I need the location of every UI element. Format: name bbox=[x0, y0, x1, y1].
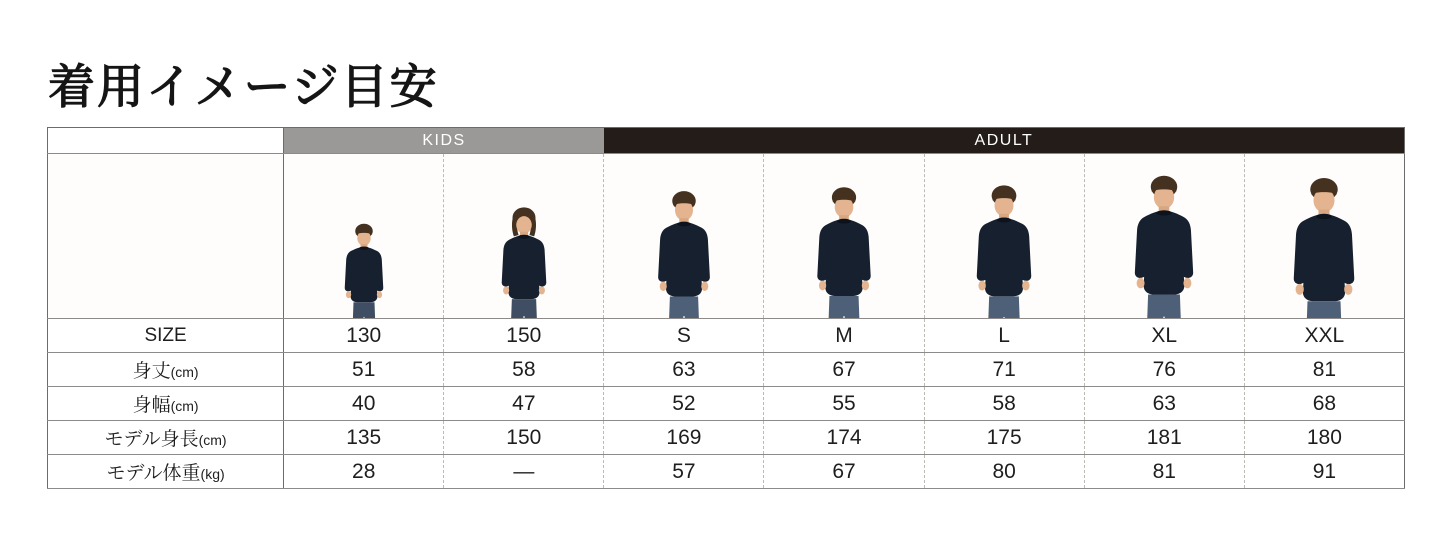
model-photo-s bbox=[604, 154, 764, 319]
body-width-150: 47 bbox=[444, 387, 604, 421]
size-row bbox=[48, 319, 1405, 353]
model-height-label: モデル身長(cm) bbox=[48, 421, 284, 455]
body-length-label: 身丈(cm) bbox=[48, 353, 284, 387]
model-weight-xl: 81 bbox=[1084, 455, 1244, 489]
page-title: 着用イメージ目安 bbox=[48, 60, 439, 114]
size-row-label: SIZE bbox=[48, 319, 284, 353]
group-header-row bbox=[48, 128, 1405, 154]
body-width-xl: 63 bbox=[1084, 387, 1244, 421]
body-width-m: 55 bbox=[764, 387, 924, 421]
size-130: 130 bbox=[284, 319, 444, 353]
body-width-l: 58 bbox=[924, 387, 1084, 421]
model-weight-130: 28 bbox=[284, 455, 444, 489]
size-xxl: XXL bbox=[1244, 319, 1404, 353]
size-150: 150 bbox=[444, 319, 604, 353]
size-s: S bbox=[604, 319, 764, 353]
size-xl: XL bbox=[1084, 319, 1244, 353]
model-height-l: 175 bbox=[924, 421, 1084, 455]
corner-cell bbox=[48, 128, 284, 154]
model-weight-150: — bbox=[444, 455, 604, 489]
model-weight-m: 67 bbox=[764, 455, 924, 489]
model-weight-s: 57 bbox=[604, 455, 764, 489]
model-height-xl: 181 bbox=[1084, 421, 1244, 455]
model-height-m: 174 bbox=[764, 421, 924, 455]
body-length-130: 51 bbox=[284, 353, 444, 387]
size-chart-table bbox=[47, 127, 1405, 489]
model-weight-l: 80 bbox=[924, 455, 1084, 489]
body-length-xl: 76 bbox=[1084, 353, 1244, 387]
model-height-xxl: 180 bbox=[1244, 421, 1404, 455]
body-length-s: 63 bbox=[604, 353, 764, 387]
model-photo-150 bbox=[444, 154, 604, 319]
model-weight-row bbox=[48, 455, 1405, 489]
model-photo-xxl bbox=[1244, 154, 1404, 319]
model-photo-row bbox=[48, 154, 1405, 319]
body-length-l: 71 bbox=[924, 353, 1084, 387]
model-weight-label: モデル体重(kg) bbox=[48, 455, 284, 489]
photo-row-label-cell bbox=[48, 154, 284, 319]
model-photo-xl bbox=[1084, 154, 1244, 319]
body-width-xxl: 68 bbox=[1244, 387, 1404, 421]
body-width-130: 40 bbox=[284, 387, 444, 421]
size-m: M bbox=[764, 319, 924, 353]
body-width-s: 52 bbox=[604, 387, 764, 421]
model-height-150: 150 bbox=[444, 421, 604, 455]
kids-group-header: KIDS bbox=[284, 128, 604, 154]
size-l: L bbox=[924, 319, 1084, 353]
model-height-130: 135 bbox=[284, 421, 444, 455]
body-length-xxl: 81 bbox=[1244, 353, 1404, 387]
model-photo-m bbox=[764, 154, 924, 319]
body-width-row bbox=[48, 387, 1405, 421]
adult-group-header: ADULT bbox=[604, 128, 1405, 154]
body-length-row bbox=[48, 353, 1405, 387]
body-length-150: 58 bbox=[444, 353, 604, 387]
model-photo-130 bbox=[284, 154, 444, 319]
model-weight-xxl: 91 bbox=[1244, 455, 1404, 489]
model-photo-l bbox=[924, 154, 1084, 319]
model-height-s: 169 bbox=[604, 421, 764, 455]
body-length-m: 67 bbox=[764, 353, 924, 387]
model-height-row bbox=[48, 421, 1405, 455]
body-width-label: 身幅(cm) bbox=[48, 387, 284, 421]
